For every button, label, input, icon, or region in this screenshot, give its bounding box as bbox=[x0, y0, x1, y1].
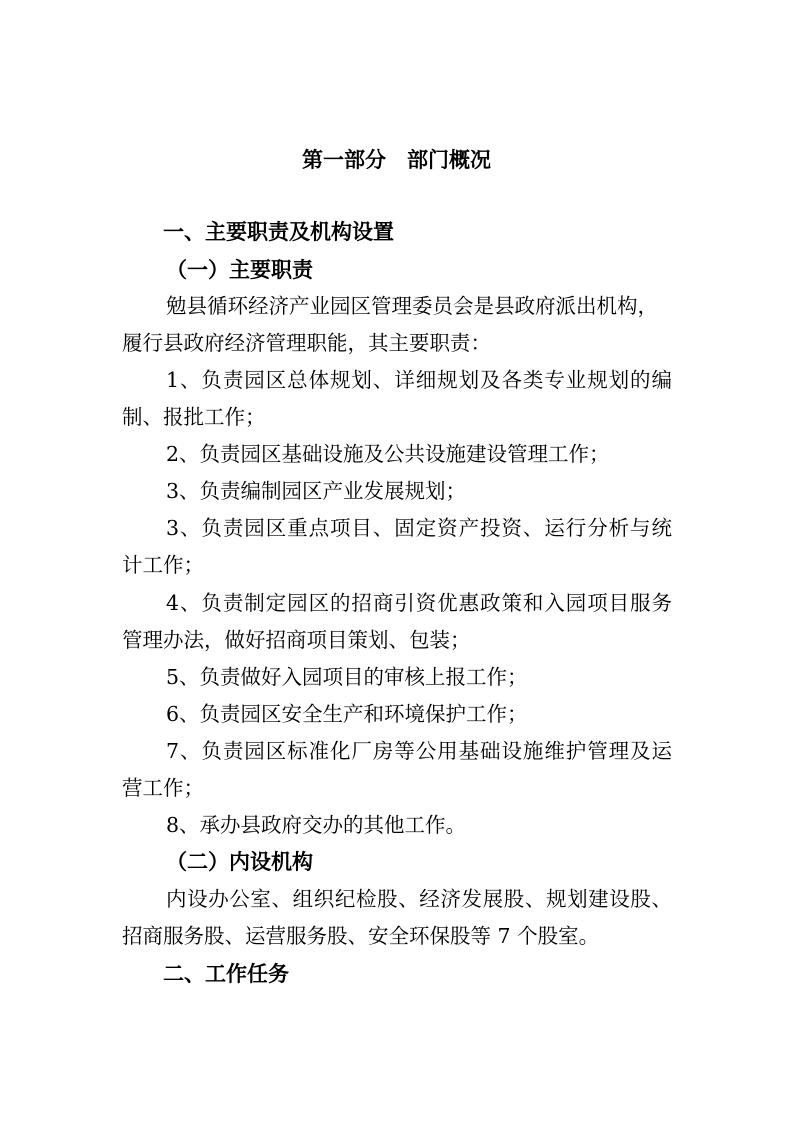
document-title: 第一部分 部门概况 bbox=[302, 148, 491, 172]
internal-structure-line-2: 招商服务股、运营服务股、安全环保股等 7 个股室。 bbox=[122, 924, 600, 948]
section-heading-main-duties-structure: 一、主要职责及机构设置 bbox=[163, 220, 394, 244]
intro-paragraph-line-1: 勉县循环经济产业园区管理委员会是县政府派出机构， bbox=[166, 294, 658, 318]
duty-8: 8、承办县政府交办的其他工作。 bbox=[166, 813, 467, 837]
duty-7-line-2: 营工作； bbox=[122, 776, 204, 800]
duty-3b-line-2: 计工作； bbox=[122, 553, 204, 577]
duty-2: 2、负责园区基础设施及公共设施建设管理工作； bbox=[166, 442, 610, 466]
duty-7-line-1: 7、负责园区标准化厂房等公用基础设施维护管理及运 bbox=[166, 739, 672, 763]
duty-4-line-1: 4、负责制定园区的招商引资优惠政策和入园项目服务 bbox=[166, 591, 672, 615]
duty-1-line-1: 1、负责园区总体规划、详细规划及各类专业规划的编 bbox=[166, 368, 672, 392]
duty-4-line-2: 管理办法，做好招商项目策划、包装； bbox=[122, 628, 471, 652]
duty-3a: 3、负责编制园区产业发展规划； bbox=[166, 479, 467, 503]
intro-paragraph-line-2: 履行县政府经济管理职能，其主要职责： bbox=[122, 331, 491, 355]
duty-5: 5、负责做好入园项目的审核上报工作； bbox=[166, 665, 528, 689]
duty-3b-line-1: 3、负责园区重点项目、固定资产投资、运行分析与统 bbox=[166, 516, 672, 540]
subsection-heading-internal-structure: （二）内设机构 bbox=[166, 849, 313, 874]
duty-1-line-2: 制、报批工作； bbox=[122, 405, 266, 429]
section-heading-work-tasks: 二、工作任务 bbox=[163, 962, 289, 986]
internal-structure-line-1: 内设办公室、组织纪检股、经济发展股、规划建设股、 bbox=[166, 887, 672, 911]
subsection-heading-main-duties: （一）主要职责 bbox=[166, 257, 313, 282]
duty-6: 6、负责园区安全生产和环境保护工作； bbox=[166, 702, 528, 726]
